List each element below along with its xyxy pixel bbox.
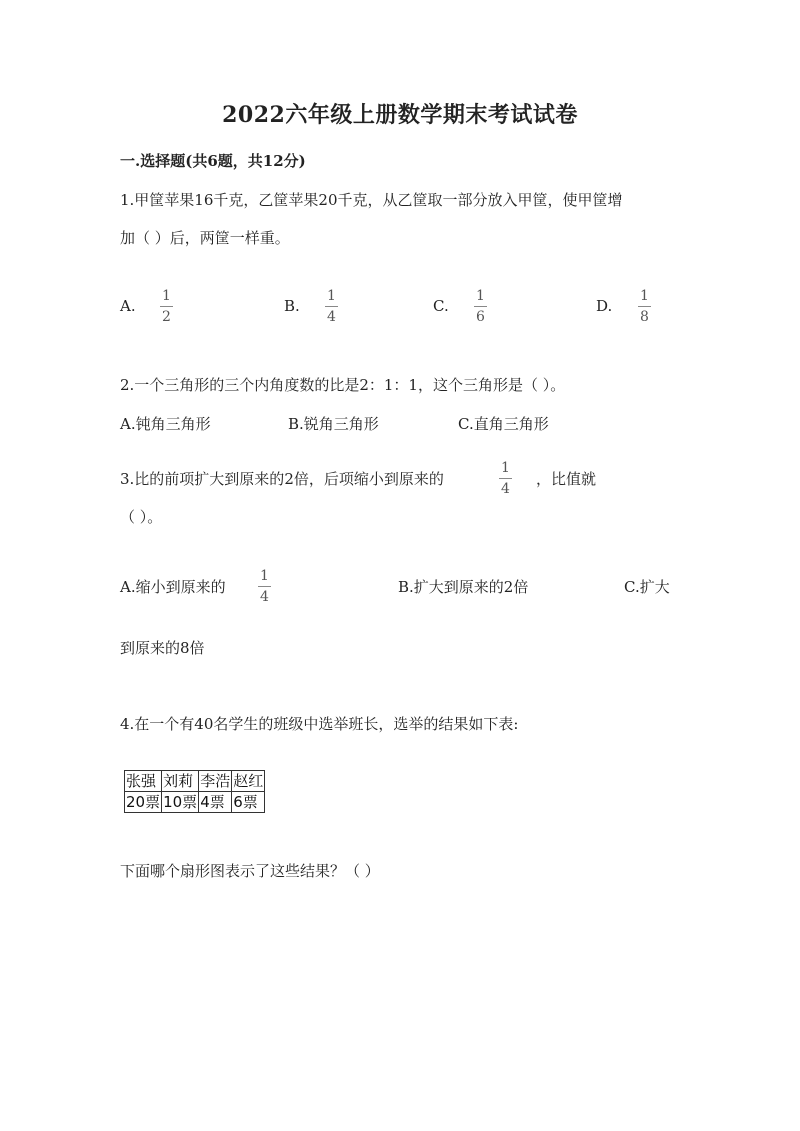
question-2-text: 2.一个三角形的三个内角度数的比是2：1：1，这个三角形是（ ）。 — [120, 376, 566, 394]
question-3-line-1-start: 3.比的前项扩大到原来的2倍，后项缩小到原来的 — [120, 470, 444, 488]
question-4-text: 4.在一个有40名学生的班级中选举班长，选举的结果如下表: — [120, 715, 519, 733]
table-cell-name: 赵红 — [233, 772, 264, 790]
fraction-denominator: 2 — [162, 309, 171, 325]
q1-option-a-fraction — [160, 289, 173, 324]
q2-option-c: C.直角三角形 — [458, 415, 549, 433]
fraction-denominator: 4 — [501, 481, 510, 497]
q1-option-c-fraction — [474, 289, 487, 324]
fraction-denominator: 8 — [640, 309, 649, 325]
question-3-line-1-end: ，比值就 — [536, 470, 597, 488]
q1-option-b-label: B. — [284, 297, 300, 315]
q1-option-a-label: A. — [120, 297, 136, 315]
fraction-numerator: 1 — [638, 289, 651, 307]
q2-option-b: B.锐角三角形 — [288, 415, 379, 433]
question-3-line-2: （ ）。 — [120, 508, 163, 526]
q3-option-b: B.扩大到原来的2倍 — [398, 578, 529, 596]
fraction-denominator: 4 — [260, 589, 269, 605]
table-cell-name: 刘莉 — [162, 771, 199, 792]
fraction-denominator: 4 — [327, 309, 336, 325]
q1-option-d-label: D. — [596, 297, 613, 315]
section-heading: 一.选择题(共6题，共12分) — [120, 152, 306, 170]
table-cell-votes: 4票 — [199, 792, 232, 813]
question-4-prompt: 下面哪个扇形图表示了这些结果？（ ） — [120, 862, 380, 880]
fraction-numerator: 1 — [474, 289, 487, 307]
q3-option-a-text: A.缩小到原来的 — [120, 578, 226, 596]
table-row — [125, 792, 265, 813]
q1-option-b-fraction — [325, 289, 338, 324]
table-cell-name: 李浩 — [200, 772, 231, 790]
question-1-line-2: 加（ ）后，两筐一样重。 — [120, 229, 290, 247]
table-cell-votes: 20票 — [126, 793, 161, 811]
table-row — [125, 771, 265, 792]
question-1-line-1: 1.甲筐苹果16千克，乙筐苹果20千克，从乙筐取一部分放入甲筐，使甲筐增 — [120, 191, 623, 209]
fraction-denominator: 6 — [476, 309, 485, 325]
q3-option-a-fraction — [258, 569, 271, 604]
fraction-numerator: 1 — [160, 289, 173, 307]
q1-option-d-fraction — [638, 289, 651, 324]
q1-option-c-label: C. — [433, 297, 449, 315]
q3-option-c-line-1: C.扩大 — [624, 578, 670, 596]
q3-option-c-line-2: 到原来的8倍 — [120, 639, 205, 657]
election-results-table — [124, 770, 265, 813]
q2-option-a: A.钝角三角形 — [120, 415, 211, 433]
fraction-numerator: 1 — [499, 461, 512, 479]
table-cell-votes: 10票 — [163, 793, 198, 811]
table-cell-votes: 6票 — [232, 792, 265, 813]
fraction-numerator: 1 — [325, 289, 338, 307]
q3-fraction — [499, 461, 512, 496]
fraction-numerator: 1 — [258, 569, 271, 587]
page-title: 2022六年级上册数学期末考试试卷 — [222, 102, 578, 128]
table-cell-name: 张强 — [125, 771, 162, 792]
